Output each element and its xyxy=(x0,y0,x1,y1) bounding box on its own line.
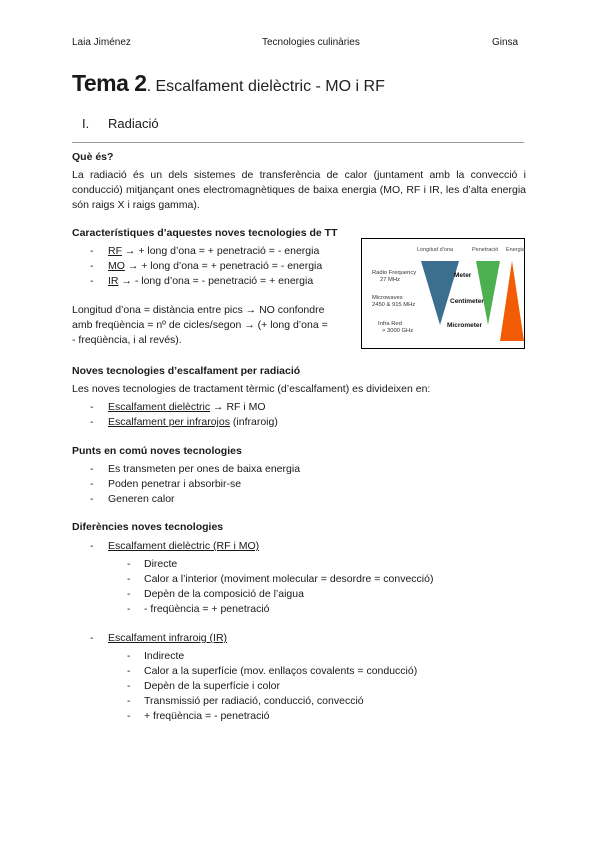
item-text: → RF i MO xyxy=(210,401,266,413)
bullet-dash: - xyxy=(127,573,131,585)
list-item: Calor a la superfície (mov. enllaços covalents = conducció) xyxy=(144,665,418,677)
list-item xyxy=(108,275,313,287)
band-value: 27 MHz xyxy=(380,277,400,283)
term-dielectric: Escalfament dielèctric xyxy=(108,401,211,413)
band-radio-frequency xyxy=(372,270,416,284)
list-item: Poden penetrar i absorbir-se xyxy=(108,478,242,490)
list-item: Calor a l’interior (moviment molecular = desordre = convecció) xyxy=(144,573,434,585)
bullet-dash: - xyxy=(127,603,131,615)
column-label-wavelength: Longitud d’ona xyxy=(417,247,454,253)
bullet-dash: - xyxy=(90,540,94,552)
band-infra-red xyxy=(378,321,413,335)
que-es-text: La radiació és un dels sistemes de transferència de calor (juntament amb la convecció i conducció) mitjançant ones electromagnètiques de baixa energia (MO, RF i IR, les d’alta energia són raigs X i raigs gamma). xyxy=(72,169,526,211)
punts-heading: Punts en comú noves tecnologies xyxy=(72,445,242,457)
bullet-dash: - xyxy=(90,463,94,475)
header-course: Tecnologies culinàries xyxy=(262,37,360,48)
unit-meter: Meter xyxy=(454,272,472,279)
list-item: Es transmeten per ones de baixa energia xyxy=(108,463,301,475)
header-author: Laia Jiménez xyxy=(72,37,131,48)
wavelength-triangle xyxy=(421,261,459,325)
list-item xyxy=(108,401,266,413)
band-value: 2450 & 915 MHz xyxy=(372,302,416,308)
bullet-dash: - xyxy=(90,478,94,490)
caracteristiques-heading: Característiques d’aquestes noves tecnologies de TT xyxy=(72,227,338,239)
bullet-dash: - xyxy=(127,665,131,677)
bullet-dash: - xyxy=(127,558,131,570)
energy-triangle xyxy=(500,261,524,341)
item-text: (infraroig) xyxy=(229,416,278,428)
unit-micrometer: Micrometer xyxy=(447,322,483,329)
band-name: Microwaves xyxy=(372,295,403,301)
list-item: Indirecte xyxy=(144,650,185,662)
list-item: - freqüència = + penetració xyxy=(144,603,270,615)
item-text: → - long d’ona = - penetració = + energia xyxy=(118,275,314,287)
title-main: Tema 2 xyxy=(72,70,147,96)
bullet-dash: - xyxy=(127,680,131,692)
header-school: Ginsa xyxy=(492,37,519,48)
item-text: → + long d’ona = + penetració = - energia xyxy=(124,260,323,272)
band-name: Radio Frequency xyxy=(372,270,417,276)
item-text: → + long d’ona = + penetració = - energia xyxy=(122,245,320,257)
term-rf: RF xyxy=(108,245,122,257)
bullet-dash: - xyxy=(90,401,94,413)
wavelength-note-line: amb freqüència = nº de cicles/segon → (+ long d’ona = xyxy=(72,319,328,331)
list-item: Depèn de la composició de l’aigua xyxy=(144,588,304,600)
list-item xyxy=(108,260,322,272)
section-label: Radiació xyxy=(108,116,159,131)
list-item: Transmissió per radiació, conducció, convecció xyxy=(144,695,364,707)
group-title-dielectric: Escalfament dielèctric (RF i MO) xyxy=(108,540,260,552)
list-item: Depèn de la superfície i color xyxy=(144,680,280,692)
group-title-infrared: Escalfament infraroig (IR) xyxy=(108,632,228,644)
que-es-heading: Què és? xyxy=(72,151,114,163)
wavelength-note-line: Longitud d’ona = distància entre pics → NO confondre xyxy=(72,304,325,316)
bullet-dash: - xyxy=(127,695,131,707)
list-item xyxy=(108,416,278,428)
band-microwaves xyxy=(372,295,415,309)
penetration-triangle xyxy=(476,261,500,325)
bullet-dash: - xyxy=(90,632,94,644)
term-infrared: Escalfament per infrarojos xyxy=(108,416,230,428)
unit-centimeter: Centimeter xyxy=(450,298,484,305)
section-divider xyxy=(72,142,524,143)
bullet-dash: - xyxy=(127,588,131,600)
list-item: Generen calor xyxy=(108,493,175,505)
bullet-dash: - xyxy=(90,260,94,272)
band-value: > 3000 GHz xyxy=(382,328,414,334)
term-ir: IR xyxy=(108,275,119,287)
column-label-penetration: Penetració xyxy=(472,247,499,253)
bullet-dash: - xyxy=(127,710,131,722)
page-title xyxy=(72,70,385,97)
bullet-dash: - xyxy=(127,650,131,662)
wavelength-note-line: - freqüència, i al revés). xyxy=(72,334,182,346)
noves-intro: Les noves tecnologies de tractament tèrmic (d’escalfament) es divideixen en: xyxy=(72,383,431,395)
spectrum-figure xyxy=(361,238,525,349)
title-rest: . Escalfament dielèctric - MO i RF xyxy=(146,78,385,95)
term-mo: MO xyxy=(108,260,125,272)
list-item xyxy=(108,245,319,257)
column-label-energy: Energia xyxy=(506,247,525,253)
bullet-dash: - xyxy=(90,493,94,505)
section-number: I. xyxy=(82,116,90,131)
bullet-dash: - xyxy=(90,245,94,257)
bullet-dash: - xyxy=(90,275,94,287)
list-item: Directe xyxy=(144,558,178,570)
bullet-dash: - xyxy=(90,416,94,428)
band-name: Infra Red xyxy=(378,321,402,327)
diferencies-heading: Diferències noves tecnologies xyxy=(72,521,224,533)
noves-heading: Noves tecnologies d’escalfament per radiació xyxy=(72,365,301,377)
list-item: + freqüència = - penetració xyxy=(144,710,270,722)
